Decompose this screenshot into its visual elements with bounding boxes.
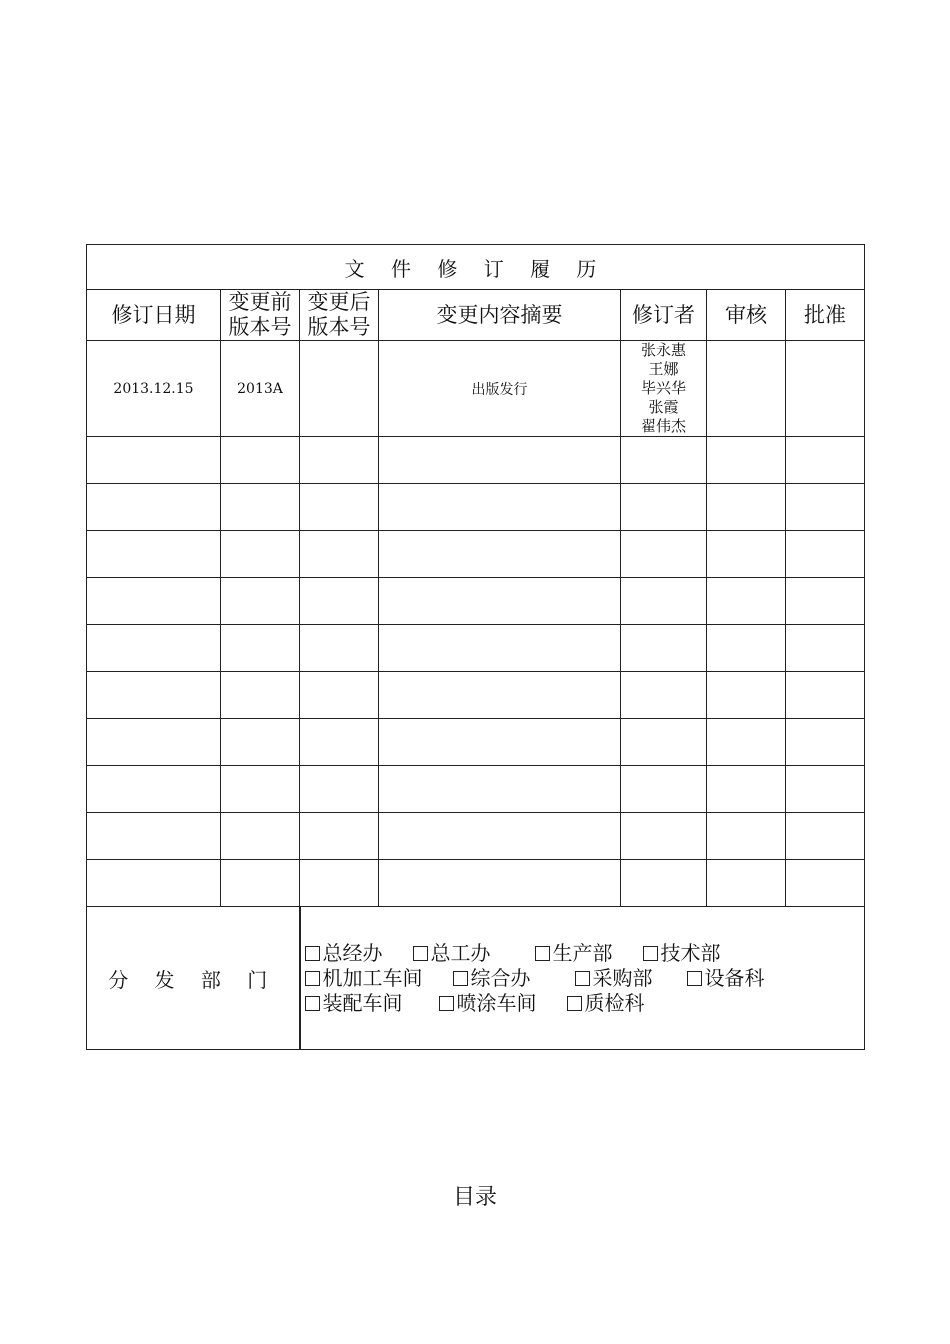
empty-cell (379, 719, 621, 766)
empty-cell (707, 484, 786, 531)
distribution-option[interactable]: 质检科 (567, 991, 645, 1016)
empty-cell (300, 437, 379, 484)
table-row (87, 531, 865, 578)
distribution-row (87, 907, 865, 1050)
table-row (87, 578, 865, 625)
checkbox-icon[interactable] (439, 996, 454, 1011)
empty-cell (707, 719, 786, 766)
empty-cell (707, 578, 786, 625)
empty-cell (379, 531, 621, 578)
cell-next-version (300, 341, 379, 437)
reviser-name: 毕兴华 (640, 379, 686, 397)
table-row (87, 484, 865, 531)
empty-cell (87, 484, 221, 531)
empty-cell (379, 437, 621, 484)
empty-cell (621, 625, 707, 672)
empty-cell (300, 813, 379, 860)
empty-cell (621, 672, 707, 719)
cell-prev-version: 2013A (221, 341, 300, 437)
empty-cell (379, 672, 621, 719)
empty-cell (300, 625, 379, 672)
toc-title: 目录 (452, 1185, 497, 1210)
empty-cell (300, 484, 379, 531)
table-row (87, 672, 865, 719)
empty-cell (786, 813, 865, 860)
empty-cell (786, 625, 865, 672)
distribution-option[interactable]: 总经办 (305, 941, 383, 966)
reviser-name: 王娜 (648, 360, 679, 378)
table-row (87, 437, 865, 484)
table-row (87, 625, 865, 672)
checkbox-icon[interactable] (687, 971, 702, 986)
distribution-line (305, 966, 865, 991)
empty-cell (379, 578, 621, 625)
empty-cell (786, 531, 865, 578)
table-title: 文 件 修 订 履 历 (87, 245, 865, 290)
empty-cell (707, 860, 786, 907)
empty-cell (621, 437, 707, 484)
cell-summary: 出版发行 (379, 341, 621, 437)
empty-cell (379, 860, 621, 907)
distribution-line (305, 991, 865, 1016)
distribution-option[interactable]: 设备科 (687, 966, 765, 991)
empty-cell (786, 437, 865, 484)
empty-cell (621, 860, 707, 907)
empty-cell (300, 719, 379, 766)
empty-cell (621, 813, 707, 860)
empty-cell (221, 813, 300, 860)
empty-cell (379, 625, 621, 672)
empty-cell (87, 766, 221, 813)
empty-cell (221, 766, 300, 813)
table-row (87, 766, 865, 813)
empty-cell (300, 531, 379, 578)
empty-cell (621, 531, 707, 578)
distribution-option[interactable]: 总工办 (413, 941, 491, 966)
empty-cell (621, 719, 707, 766)
empty-cell (786, 484, 865, 531)
empty-cell (621, 766, 707, 813)
empty-cell (221, 860, 300, 907)
empty-cell (707, 531, 786, 578)
cell-review (707, 341, 786, 437)
empty-cell (300, 860, 379, 907)
header-reviser: 修订者 (621, 290, 707, 341)
distribution-option[interactable]: 综合办 (453, 966, 531, 991)
reviser-name: 翟伟杰 (640, 417, 686, 435)
empty-cell (87, 625, 221, 672)
empty-cell (786, 672, 865, 719)
checkbox-icon[interactable] (305, 971, 320, 986)
empty-cell (87, 531, 221, 578)
empty-cell (221, 531, 300, 578)
distribution-options (300, 907, 865, 1050)
checkbox-icon[interactable] (643, 946, 658, 961)
checkbox-icon[interactable] (413, 946, 428, 961)
table-row (87, 860, 865, 907)
table-row (87, 719, 865, 766)
empty-cell (87, 672, 221, 719)
empty-cell (87, 437, 221, 484)
checkbox-icon[interactable] (575, 971, 590, 986)
empty-cell (300, 766, 379, 813)
distribution-option[interactable]: 机加工车间 (305, 966, 423, 991)
cell-date: 2013.12.15 (87, 341, 221, 437)
checkbox-icon[interactable] (567, 996, 582, 1011)
empty-cell (221, 484, 300, 531)
distribution-option[interactable]: 技术部 (643, 941, 721, 966)
empty-cell (300, 578, 379, 625)
empty-cell (707, 813, 786, 860)
distribution-option[interactable]: 装配车间 (305, 991, 403, 1016)
empty-cell (707, 766, 786, 813)
empty-cell (786, 578, 865, 625)
cell-approve (786, 341, 865, 437)
empty-cell (379, 484, 621, 531)
empty-cell (786, 719, 865, 766)
empty-cell (221, 672, 300, 719)
distribution-option[interactable]: 采购部 (575, 966, 653, 991)
reviser-name: 张霞 (648, 398, 679, 416)
empty-cell (379, 766, 621, 813)
checkbox-icon[interactable] (453, 971, 468, 986)
header-summary: 变更内容摘要 (379, 290, 621, 341)
empty-cell (221, 578, 300, 625)
distribution-label: 分 发 部 门 (87, 907, 300, 1050)
distribution-option[interactable]: 喷涂车间 (439, 991, 537, 1016)
revision-history-table (86, 244, 865, 1050)
empty-cell (221, 625, 300, 672)
empty-cell (300, 672, 379, 719)
empty-cell (707, 625, 786, 672)
empty-cell (621, 578, 707, 625)
checkbox-icon[interactable] (305, 946, 320, 961)
header-review: 审核 (707, 290, 786, 341)
table-row (87, 341, 865, 437)
empty-cell (786, 766, 865, 813)
empty-cell (621, 484, 707, 531)
cell-revisers (621, 341, 707, 437)
header-approve: 批准 (786, 290, 865, 341)
distribution-option[interactable]: 生产部 (535, 941, 613, 966)
empty-cell (707, 437, 786, 484)
distribution-line (305, 941, 865, 966)
empty-cell (87, 860, 221, 907)
empty-cell (87, 813, 221, 860)
checkbox-icon[interactable] (535, 946, 550, 961)
empty-cell (87, 719, 221, 766)
header-next-version: 变更后 版本号 (300, 290, 379, 341)
reviser-name: 张永惠 (640, 341, 686, 359)
empty-rows (87, 437, 865, 907)
checkbox-icon[interactable] (305, 996, 320, 1011)
table-row (87, 813, 865, 860)
header-prev-version: 变更前 版本号 (221, 290, 300, 341)
empty-cell (221, 719, 300, 766)
empty-cell (221, 437, 300, 484)
empty-cell (707, 672, 786, 719)
header-date: 修订日期 (87, 290, 221, 341)
empty-cell (379, 813, 621, 860)
empty-cell (786, 860, 865, 907)
empty-cell (87, 578, 221, 625)
header-row (87, 290, 865, 341)
